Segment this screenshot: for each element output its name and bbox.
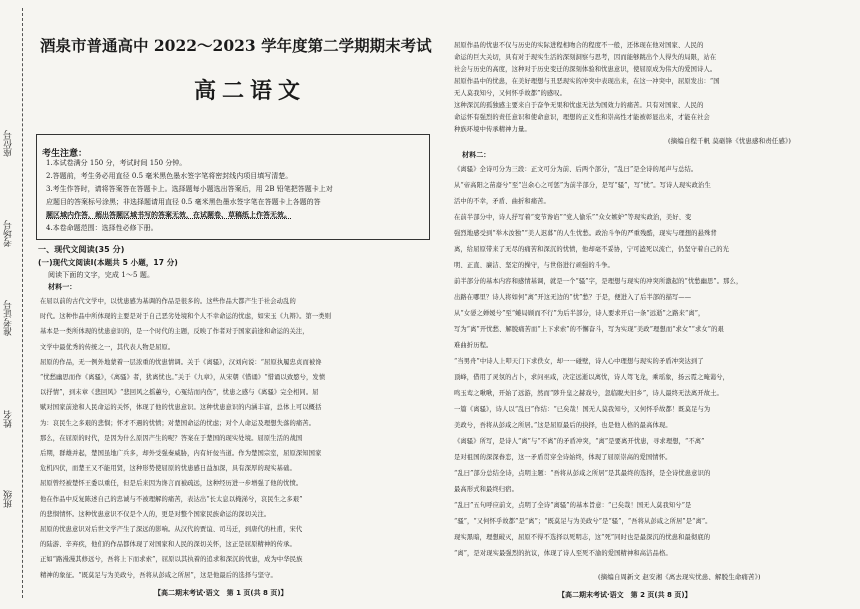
paragraph-line: 屈原作品的忧患不仅与历史的实际进程相吻合的程度不一般，还体现在他对国家、人民的 <box>454 42 704 49</box>
paragraph-line: 的悲悯情怀。这种忧患意识不仅是个人的，更是对整个国家民族命运的深切关注。 <box>40 510 271 518</box>
paragraph-line: 鸣玉鸾之啾啾，开始了远游，然而“陟升皇之赫戏兮，忽临睨夫旧乡”，诗人最终无法离开故土。 <box>454 390 723 397</box>
notice-line: 应题目的答案标号涂黑；非选择题请用直径 0.5 毫米黑色墨水签字笔在答题卡上各题的答 <box>46 198 321 206</box>
paragraph-line: “当男舟”中诗人上叩天门下求佚女，却一一碰壁，诗人心中理想与现实的矛盾冲突达到了 <box>454 358 704 365</box>
paragraph-line: 赋对国家前途和人民命运的关怀，体现了他的忧患意识。这种忧患意识的内涵丰富，总体上可以概括 <box>40 404 322 412</box>
paragraph-line: 最高形式和最终归宿。 <box>454 486 518 493</box>
page-footer: 【高二期末考试·语文 第 1 页(共 8 页)】 <box>154 589 288 597</box>
paragraph-line: 在屈以前的古代文学中，以忧患感为基调的作品是很多的。这些作品大都产生于社会动乱的 <box>40 298 296 305</box>
paragraph-line: 从“女媭之婵媛兮”至“蜷局顾而不行”为后半部分，诗人要求开启一条“远逝”之路来“离”， <box>454 310 705 317</box>
right-column <box>448 0 854 609</box>
paragraph-line: 他在作品中反复陈述自己的忠诚与不被理解的痛苦，表达出“长太息以掩涕兮，哀民生之多艰” <box>40 495 303 503</box>
paragraph-line: 以抒情”，到末章《悲回风》“悲回风之摇蕙兮，心冤结而内伤”，忧患之感与《离骚》完全相同。屈 <box>40 389 319 397</box>
paragraph-line: 屈原的忧患意识对后世文学产生了深远的影响。从汉代的贾谊、司马迁，到唐代的杜甫，宋代 <box>40 526 303 533</box>
paragraph-line: 正如“路漫漫其修远兮，吾将上下而求索”，屈原以其执着的追求和深沉的忧患，成为中华民族 <box>40 556 303 564</box>
source-a: (摘编自程千帆 莫砺锋《忧患感和责任感》) <box>668 137 791 145</box>
paragraph-line: 活中的不幸，矛盾、曲折和痛苦。 <box>454 198 550 205</box>
name-label: 姓名 <box>4 410 14 428</box>
paragraph-line: 为：哀民生之多艰的悲悯；怀才不遇的忧愤；对楚国命运的忧虑；对个人命运及理想失落的痛苦。 <box>40 419 316 427</box>
paragraph-line: 强烈地感受到“举木汝独”“美人迟暮”的人生忧愁。政治斗争的严重残酷，现实与理想的悬殊背 <box>454 230 717 237</box>
paragraph-line: 时代。这种作品中所体现的主要是对于自己恶劣处境和个人不幸命运的忧虑，如宋玉《九辩》。第一类则 <box>40 313 332 321</box>
paragraph-line: 在前半部分中，诗人抒写着“变节谗谄”“党人偷乐”“众女嫉妒”等现实政治，美好、变 <box>454 214 692 221</box>
paragraph-line: 从“帝高阳之苗裔兮”至“岂余心之可惩”为前半部分，是写“骚”，写“忧”。写诗人现实政治生 <box>454 182 711 189</box>
seat-label: 座位号 <box>4 130 14 157</box>
left-column <box>34 0 432 609</box>
paragraph-line: 一篇《离骚》，诗人以“乱曰”作结：“已矣哉！国无人莫我知兮，又何怀乎故都！既莫足与为 <box>454 406 711 413</box>
instruction: 阅读下面的文字，完成 1～5 题。 <box>48 271 155 279</box>
paragraph-line: 文学中最优秀的传统之一，其代表人物是屈原。 <box>40 343 175 351</box>
paragraph-line: 屈原曾经被楚怀王委以重任，但是后来因为谗言而被疏远，这种经历进一步增强了他的忧愤。 <box>40 480 303 488</box>
exam-no-label: 准考证号 <box>4 300 14 336</box>
paragraph-line: 是对祖国的深深眷恋，这一矛盾贯穿全诗始终，体现了屈原崇高的爱国情怀。 <box>454 454 672 461</box>
paragraph-line: 难曲折历程。 <box>454 342 493 349</box>
paragraph-line: 《离骚》所写，是诗人“离”与“不离”的矛盾冲突，“离”是要离开忧患，寻求理想，“不离” <box>454 438 705 445</box>
paragraph-line: 屈原作品中的忧患，在美好理想与丑恶现实的冲突中表现出来，在这一冲突中，屈原发出：“国 <box>454 78 720 85</box>
paragraph-line: 出路在哪里？诗人将如何“离”开这无边的“忧”愁？于是，便进入了后半部的描写—— <box>454 294 692 301</box>
subject-title: 高二语文 <box>194 78 307 104</box>
page-footer: 【高二期末考试·语文 第 2 页(共 8 页)】 <box>558 591 692 599</box>
room-label: 考场号 <box>4 220 14 247</box>
notice-title: 考生注意： <box>42 149 88 159</box>
paragraph-line: 《离骚》全诗可分为三段：正文可分为前、后两个部分，“乱曰”是全诗的尾声与总结。 <box>454 166 698 173</box>
source-b: (摘编自周新文 赵安湘《离去现实忧患、解脱生命痛苦》) <box>598 573 761 581</box>
paragraph-line: 精神的象征。“既莫足与为美政兮，吾将从彭咸之所居”，这是他最后的选择与坚守。 <box>40 571 277 579</box>
paragraph-line: 无人莫我知兮，又何怀乎故都”的感叹。 <box>454 90 567 97</box>
paragraph-line: 屈原的作品，无一例外地蒙着一层浓重的忧患情调。关于《离骚》，汉刘向说：“屈原执履忠贞而被谗 <box>40 358 322 366</box>
paragraph-line: 命运怀有强烈的责任意识和使命意识，理想的正义性和崇高性才能被彰显出来，才能在社会 <box>454 114 710 121</box>
notice-line: 3.考生作答时，请将答案答在答题卡上。选择题每小题选出答案后，用 2B 铅笔把答题卡上对 <box>46 185 333 193</box>
notice-line: 2.答题前，考生务必用直径 0.5 毫米黑色墨水签字笔将密封线内项目填写清楚。 <box>46 172 293 180</box>
notice-line: 4.本卷命题范围：选择性必修下册。 <box>46 224 158 232</box>
section-heading: 一、现代文阅读(35 分) <box>38 245 125 254</box>
exam-title: 酒泉市普通高中 2022～2023 学年度第二学期期末考试 <box>40 36 432 55</box>
notice-line: 1.本试卷满分 150 分，考试时间 150 分钟。 <box>46 159 187 167</box>
subsection-heading: (一)现代文阅读Ⅰ(本题共 5 小题，17 分) <box>38 258 178 267</box>
paragraph-line: 社会与历史的高度，这种对于历史变迁的深刻体验和忧患意识，使屈原成为伟大的爱国诗人。 <box>454 66 717 73</box>
paragraph-line: 顶峰，借用了灵氛的占卜，求问巫咸，决定远逝以离忧，诗人驾飞龙，乘瑶象，扬云霓之晻蔼兮， <box>454 374 730 381</box>
class-label: 班级 <box>4 490 14 508</box>
material-two-label: 材料二： <box>462 151 491 159</box>
paragraph-line: 基本是一类所体现的忧患意识的，是一个时代的主题，反映了作者对于国家前途和命运的关注， <box>40 328 309 336</box>
paragraph-line: 后期，群雄并起，楚国虽地广兵多，却外受强秦威胁，内有奸佞当道。作为楚国宗室，屈原深知国家 <box>40 450 322 457</box>
paragraph-line: 这种深沉的孤独感主要来自于奋争无果和忧虑无法为国效力的痛苦。只有对国家、人民的 <box>454 102 704 109</box>
paragraph-line: 美政兮，吾将从彭咸之所居。”这是屈原最后的抉择，也是他人格的最高体现。 <box>454 422 672 429</box>
paragraph-line: 离，给屈原带来了无尽的痛苦和深沉的忧愤，他却毫不妥协，宁可溘死以流亡，仍坚守着自己的光 <box>454 246 730 253</box>
paragraph-line: 命运的巨大关切，具有对于现实生活的深刻洞察与思考，因而能够跳出个人得失的局限，站在 <box>454 54 717 61</box>
paragraph-line: “忧愁幽思而作《离骚》，《离骚》者，犹离忧也。”关于《九章》，从宋朝《惜诵》“惜诵以致愍兮，发愤 <box>40 374 326 381</box>
paragraph-line: 写为“离”开忧愁、解脱痛苦而“上下求索”的不懈奋斗，写为实现“美政”理想而“求女”“求女”的艰 <box>454 326 724 333</box>
notice-line: 题区域内作答，超出答题区域书写的答案无效，在试题卷、草稿纸上作答无效。 <box>46 210 291 219</box>
paragraph-line: 种族环境中传承精神力量。 <box>454 126 531 133</box>
paragraph-line: 那么，在屈原的时代，是因为什么原因产生的呢？答案在于楚国的现实处境。屈原生活的战国 <box>40 434 303 442</box>
paragraph-line: 的陆游、辛弃疾，他们的作品都体现了对国家和人民的深切关怀，这正是屈原精神的传承。 <box>40 541 296 549</box>
seal-line <box>22 8 23 598</box>
paragraph-line: “乱曰”五句呼应前文，点明了全诗“离骚”的基本旨意：“已矣哉！国无人莫我知兮”是 <box>454 502 692 509</box>
paragraph-line: 危机四伏，而楚王又不能用贤，这种形势使屈原的忧患感日益加深，具有深厚的现实基础。 <box>40 465 296 473</box>
paragraph-line: 现实黑暗，理想破灭，屈原不得不选择以死明志，这“死”同时也是最深沉的忧患和最彻底的 <box>454 534 711 541</box>
paragraph-line: “骚”，“又何怀乎故都”是“离”；“既莫足与为美政兮”是“骚”，“吾将从彭咸之所居”是“离”。 <box>454 518 712 525</box>
binding-margin <box>0 0 34 609</box>
paragraph-line: 前半部分的基本内容和感情基调，就是一个“骚”字，是理想与现实的冲突所激起的“忧愁幽思”。那么， <box>454 278 743 285</box>
material-label: 材料一： <box>48 283 77 291</box>
paragraph-line: 明、正直、廉洁、坚定的操守，与世俗进行顽强的斗争。 <box>454 262 614 269</box>
paragraph-line: “离”，是对现实最强烈的抗议，体现了诗人至死不渝的爱国精神和高洁品格。 <box>454 550 672 557</box>
paragraph-line: “乱曰”部分总结全诗，点明主题：“吾将从彭咸之所居”是其最终的选择，是全诗忧患意识的 <box>454 470 711 477</box>
